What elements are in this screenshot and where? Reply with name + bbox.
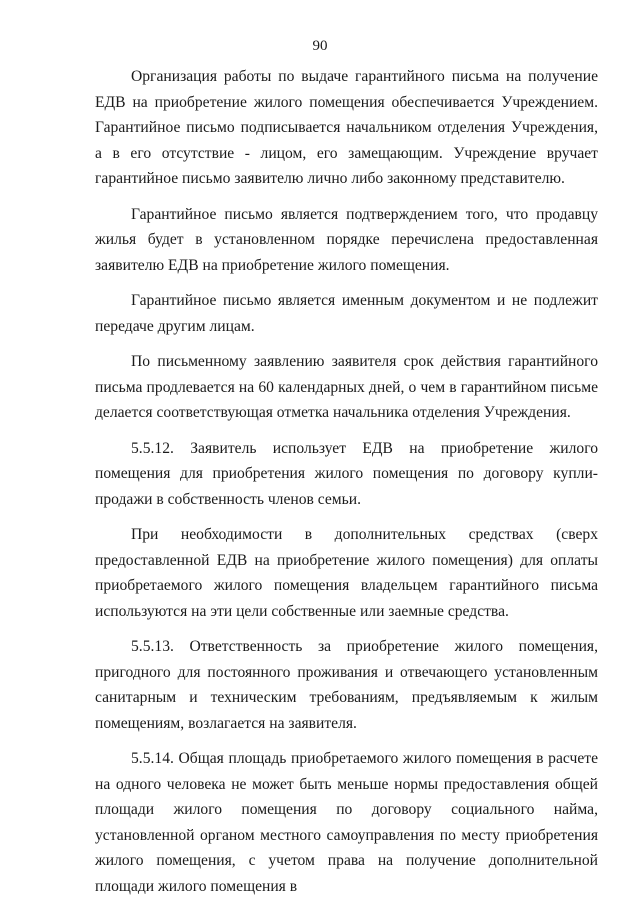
paragraph-guarantee-letter-organization: Организация работы по выдаче гарантийного письма на получение ЕДВ на приобретение жилого помещения обеспечивается Учреждением. Гарантийное письмо подписывается начальником отделения Учреждения, а в его отсутствие - лицом, его замещающим. Учреждение вручает гарантийное письмо заявителю лично либо законному представителю. xyxy=(95,68,598,187)
document-body xyxy=(95,64,598,899)
page-number: 90 xyxy=(312,38,328,54)
paragraph-5-5-13: 5.5.13. Ответственность за приобретение жилого помещения, пригодного для постоянного проживания и отвечающего установленным санитарным и техническим требованиям, предъявляемым к жилым помещениям, возлагается на заявителя. xyxy=(95,638,598,732)
paragraph-guarantee-letter-extension: По письменному заявлению заявителя срок действия гарантийного письма продлевается на 60 календарных дней, о чем в гарантийном письме делается соответствующая отметка начальника отделения Учреждения. xyxy=(95,353,598,421)
paragraph-5-5-14: 5.5.14. Общая площадь приобретаемого жилого помещения в расчете на одного человека не может быть меньше нормы предоставления общей площади жилого помещения по договору социального найма, установленной органом местного самоуправления по месту приобретения жилого помещения, с учетом права на получение дополнительной площади жилого помещения в xyxy=(95,750,598,895)
paragraph-5-5-12: 5.5.12. Заявитель использует ЕДВ на приобретение жилого помещения для приобретения жилого помещения по договору купли-продажи в собственность членов семьи. xyxy=(95,439,598,508)
paragraph-guarantee-letter-nominal: Гарантийное письмо является именным документом и не подлежит передаче другим лицам. xyxy=(95,292,598,335)
paragraph-guarantee-letter-confirmation: Гарантийное письмо является подтверждением того, что продавцу жилья будет в установленном порядке перечислена предоставленная заявителю ЕДВ на приобретение жилого помещения. xyxy=(95,205,598,274)
paragraph-additional-funds: При необходимости в дополнительных средствах (сверх предоставленной ЕДВ на приобретение жилого помещения) для оплаты приобретаемого жилого помещения владельцем гарантийного письма используются на эти цели собственные или заемные средства. xyxy=(95,526,598,620)
